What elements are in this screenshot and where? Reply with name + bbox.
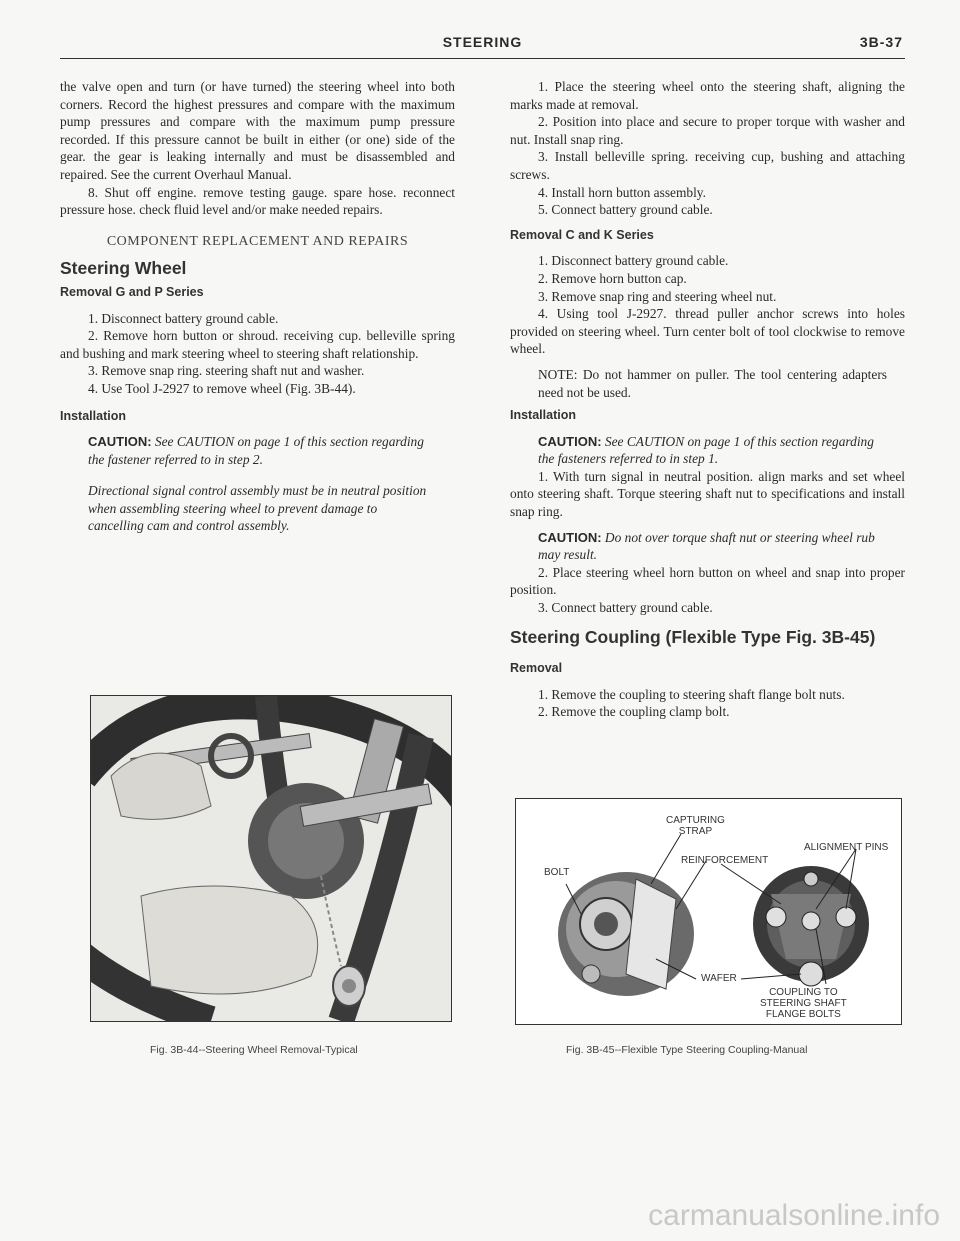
install-step: 3. Install belleville spring. receiving cup, bushing and attaching screws. [510, 149, 905, 182]
figure-caption-3b-44: Fig. 3B-44--Steering Wheel Removal-Typical [150, 1044, 358, 1056]
coupling-removal-heading: Removal [510, 661, 563, 676]
label-capturing-strap: CAPTURING STRAP [666, 815, 725, 837]
left-column [60, 78, 455, 535]
installation-heading: Installation [60, 408, 126, 423]
paragraph: the valve open and turn (or have turned) the steering wheel into both corners. Record the highest pressures and compare with the maximum pump pressures and compare with the maximum pump pressure recorded. If this pressure cannot be built in either (or one) side of the gear. the gear is leaking internally and must be disassembled and repaired. See the current Overhaul Manual. [60, 79, 455, 182]
steering-wheel-puller-photo [91, 696, 451, 1021]
note-block: NOTE: Do not hammer on puller. The tool centering adapters need not be used. [538, 366, 887, 400]
caution-text: See CAUTION on page 1 of this section regarding the fastener referred to in step 2. [88, 434, 424, 467]
removal-step: 4. Use Tool J-2927 to remove wheel (Fig. 3B-44). [88, 380, 356, 396]
page-title: STEERING [442, 34, 523, 50]
caution-block [88, 433, 427, 468]
label-alignment-pins: ALIGNMENT PINS [804, 842, 889, 853]
steering-coupling-heading: Steering Coupling (Flexible Type Fig. 3B-45) [510, 626, 876, 647]
label-bolt: BOLT [544, 867, 570, 878]
coupling-assembly-left [558, 872, 694, 996]
install-ck-step: 1. With turn signal in neutral position. align marks and set wheel onto steering shaft. Torque steering shaft nut to specifications and install snap ring. [510, 468, 905, 520]
removal-ck-step: 1. Disconnect battery ground cable. [538, 253, 729, 269]
watermark: carmanualsonline.info [648, 1199, 940, 1232]
install-step: 4. Install horn button assembly. [538, 184, 706, 200]
install-step: 2. Position into place and secure to proper torque with washer and nut. Install snap ring. [510, 114, 905, 147]
page-header [60, 30, 905, 59]
removal-ck-step: 3. Remove snap ring and steering wheel nut. [538, 288, 777, 304]
removal-step: 3. Remove snap ring. steering shaft nut and washer. [88, 363, 365, 379]
removal-step: 2. Remove horn button or shroud. receiving cup. belleville spring and bushing and mark steering wheel to steering shaft relationship. [60, 328, 455, 361]
label-reinforcement: REINFORCEMENT [681, 855, 769, 866]
installation-heading: Installation [510, 408, 576, 423]
coupling-step: 1. Remove the coupling to steering shaft flange bolt nuts. [538, 686, 845, 702]
directional-signal-note: Directional signal control assembly must be in neutral position when assembling steering wheel to prevent damage to cancelling cam and control assembly. [88, 483, 427, 534]
figure-steering-wheel-removal [90, 695, 452, 1022]
removal-ck-step: 2. Remove horn button cap. [538, 270, 687, 286]
steering-wheel-heading: Steering Wheel [60, 258, 187, 279]
section-heading: COMPONENT REPLACEMENT AND REPAIRS [106, 233, 409, 249]
caution-text: See CAUTION on page 1 of this section regarding the fasteners referred to in step 1. [538, 433, 874, 467]
figure-flexible-coupling [515, 798, 902, 1025]
install-step: 1. Place the steering wheel onto the steering shaft, aligning the marks made at removal. [510, 79, 905, 112]
caution-text: Do not over torque shaft nut or steering wheel rub may result. [538, 529, 875, 563]
coupling-flange-right [753, 866, 869, 986]
right-column [510, 78, 905, 721]
removal-ck-step: 4. Using tool J-2927. thread puller anchor screws into holes provided on steering wheel. Turn center bolt of tool clockwise to remove wheel. [510, 306, 905, 357]
paragraph-step-8: 8. Shut off engine. remove testing gauge. spare hose. reconnect pressure hose. check fluid level and/or make needed repairs. [60, 184, 455, 218]
caution-label: CAUTION: [538, 433, 602, 449]
page-number: 3B-37 [859, 34, 903, 50]
removal-step: 1. Disconnect battery ground cable. [88, 310, 279, 326]
caution-label: CAUTION: [538, 529, 602, 545]
label-coupling-to-flange-bolts: COUPLING TO STEERING SHAFT FLANGE BOLTS [760, 987, 847, 1020]
install-ck-step: 3. Connect battery ground cable. [538, 600, 713, 616]
caution-block [538, 529, 877, 564]
caution-block [538, 433, 877, 468]
removal-g-p-heading: Removal G and P Series [60, 284, 204, 299]
figure-caption-3b-45: Fig. 3B-45--Flexible Type Steering Coupling-Manual [566, 1044, 808, 1056]
caution-label: CAUTION: [88, 434, 152, 450]
install-ck-step: 2. Place steering wheel horn button on wheel and snap into proper position. [510, 564, 905, 598]
removal-c-k-heading: Removal C and K Series [510, 227, 654, 242]
label-wafer: WAFER [701, 973, 737, 984]
coupling-step: 2. Remove the coupling clamp bolt. [538, 704, 730, 720]
install-step: 5. Connect battery ground cable. [538, 202, 713, 218]
